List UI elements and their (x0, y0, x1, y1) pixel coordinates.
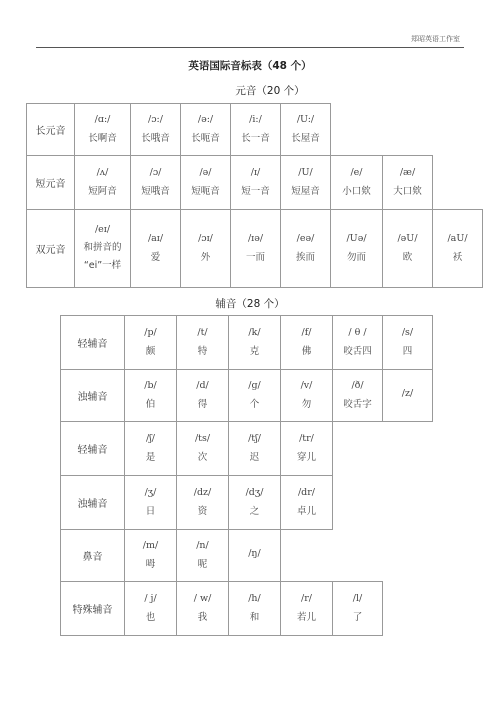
phoneme-cell (177, 582, 229, 636)
example-text: 呣 (145, 559, 156, 570)
empty-cell (383, 582, 433, 636)
phoneme-cell (75, 210, 131, 288)
phoneme-cell (181, 104, 231, 156)
category-cell: 短元音 (27, 156, 75, 210)
table-row (61, 530, 433, 582)
phonetic-symbol: /i:/ (249, 114, 262, 125)
table-row (27, 104, 483, 156)
phoneme-cell (125, 422, 177, 476)
phonetic-symbol: /e/ (350, 167, 363, 178)
example-text: 个 (249, 399, 260, 410)
phonetic-symbol: /dr/ (297, 487, 316, 498)
phonetic-symbol: /eɪ/ (94, 223, 111, 235)
phoneme-cell (177, 476, 229, 530)
phonetic-symbol: /f/ (301, 327, 312, 338)
phoneme-cell (131, 210, 181, 288)
table-row (61, 582, 433, 636)
phoneme-cell (333, 370, 383, 422)
example-text: 穿儿 (296, 452, 316, 463)
phoneme-cell (333, 582, 383, 636)
phonetic-symbol: /eə/ (296, 233, 315, 244)
phonetic-symbol: /ə/ (199, 167, 212, 178)
phoneme-cell (281, 210, 331, 288)
phoneme-cell (281, 370, 333, 422)
example-text: 若儿 (296, 612, 316, 623)
example-text: 得 (197, 399, 208, 410)
phoneme-cell (281, 422, 333, 476)
example-text: 长屋音 (291, 133, 320, 144)
phoneme-cell (229, 582, 281, 636)
example-text: 短哦音 (141, 186, 170, 197)
phoneme-cell (125, 476, 177, 530)
example-text: 大口欸 (393, 186, 422, 197)
table-row (27, 156, 483, 210)
phonetic-symbol: /z/ (401, 387, 414, 399)
phonetic-symbol: /b/ (144, 380, 157, 391)
phoneme-cell (125, 530, 177, 582)
example-text: 外 (200, 252, 211, 263)
category-cell: 浊辅音 (61, 476, 125, 530)
phoneme-cell (177, 370, 229, 422)
phonetic-symbol: /ʃ/ (146, 433, 155, 444)
phoneme-cell (229, 316, 281, 370)
phoneme-cell (281, 582, 333, 636)
phoneme-cell (131, 104, 181, 156)
example-text: 短呃音 (191, 186, 220, 197)
example-text: 日 (145, 506, 156, 517)
example-text: 是 (145, 452, 156, 463)
category-cell: 长元音 (27, 104, 75, 156)
phoneme-cell (333, 316, 383, 370)
example-text: 咬舌字 (343, 399, 372, 410)
example-text: 颇 (145, 346, 156, 357)
phoneme-cell (383, 210, 433, 288)
phoneme-cell (177, 530, 229, 582)
phonetic-symbol: /aɪ/ (147, 233, 164, 244)
phoneme-cell (177, 316, 229, 370)
table-row (61, 370, 433, 422)
phoneme-cell (231, 156, 281, 210)
phoneme-cell (181, 156, 231, 210)
phoneme-cell (281, 476, 333, 530)
example-text: 伯 (145, 399, 156, 410)
example-text: 挨而 (295, 252, 315, 263)
phonetic-symbol: /ŋ/ (248, 547, 261, 559)
example-text: 咬舌四 (343, 346, 372, 357)
example-text: 之 (249, 506, 260, 517)
example-text: 我 (197, 612, 208, 623)
example-text: 资 (197, 506, 208, 517)
phonetic-symbol: /ɪə/ (247, 233, 264, 244)
phoneme-cell (177, 422, 229, 476)
category-cell: 浊辅音 (61, 370, 125, 422)
category-cell: 轻辅音 (61, 422, 125, 476)
example-text: 和 (249, 612, 260, 623)
phonetic-symbol: /ə:/ (197, 114, 214, 125)
phonetic-symbol: /tr/ (299, 433, 314, 444)
phoneme-cell (125, 582, 177, 636)
page-title: 英语国际音标表（48 个） (188, 60, 312, 72)
empty-cell (281, 530, 333, 582)
phonetic-symbol: /s/ (401, 327, 414, 338)
phoneme-cell (75, 156, 131, 210)
empty-cell (333, 476, 383, 530)
example-text: 迟 (249, 452, 260, 463)
phonetic-symbol: /d/ (196, 380, 209, 391)
phonetic-symbol: /ɔɪ/ (198, 233, 213, 244)
phonetic-symbol: /ʌ/ (96, 167, 109, 178)
category-cell: 鼻音 (61, 530, 125, 582)
category-cell: 特殊辅音 (61, 582, 125, 636)
phonetic-symbol: /æ/ (399, 167, 416, 178)
phonetic-symbol: /əU/ (397, 233, 418, 244)
empty-cell (433, 104, 483, 156)
empty-cell (333, 422, 383, 476)
example-text: 短一音 (241, 186, 270, 197)
phonetic-symbol: /U:/ (296, 114, 315, 125)
vowel-table (26, 103, 483, 288)
phonetic-symbol: /U/ (298, 167, 313, 178)
phonetic-symbol: /m/ (142, 540, 159, 551)
example-text: 袄 (452, 252, 463, 263)
example-text (75, 239, 130, 275)
phonetic-symbol: /k/ (248, 327, 261, 338)
phoneme-cell (229, 422, 281, 476)
empty-cell (433, 156, 483, 210)
header-divider (36, 47, 464, 48)
phoneme-cell (125, 316, 177, 370)
empty-cell (333, 530, 383, 582)
phonetic-symbol: /v/ (300, 380, 313, 391)
example-text: 勿而 (346, 252, 366, 263)
example-text: 佛 (301, 346, 312, 357)
example-text: 欧 (402, 252, 413, 263)
phoneme-cell (281, 156, 331, 210)
phoneme-cell (229, 530, 281, 582)
phoneme-cell (383, 316, 433, 370)
phoneme-cell (383, 370, 433, 422)
phonetic-symbol: /ɔ:/ (148, 114, 163, 125)
phoneme-cell (75, 104, 131, 156)
phoneme-cell (281, 316, 333, 370)
table-row (61, 316, 433, 370)
phonetic-symbol: /dz/ (193, 487, 212, 498)
phoneme-cell (281, 104, 331, 156)
phonetic-symbol: /ts/ (194, 433, 211, 444)
phonetic-symbol: / w/ (193, 593, 212, 604)
phoneme-cell (331, 210, 383, 288)
example-text: 长一音 (241, 133, 270, 144)
example-text: 勿 (301, 399, 312, 410)
example-text: 一而 (245, 252, 265, 263)
example-line: “ei”一样 (83, 259, 122, 271)
phonetic-symbol: /ð/ (351, 380, 364, 391)
empty-cell (383, 104, 433, 156)
example-text: 次 (197, 452, 208, 463)
example-text: 长哦音 (141, 133, 170, 144)
phonetic-symbol: / j/ (144, 593, 157, 604)
example-line: 和拼音的 (83, 241, 122, 253)
phonetic-symbol: /p/ (144, 327, 157, 338)
phonetic-symbol: /tʃ/ (248, 433, 261, 444)
phoneme-cell (229, 370, 281, 422)
empty-cell (383, 476, 433, 530)
phoneme-cell (231, 210, 281, 288)
example-text: 卓儿 (296, 506, 316, 517)
example-text: 呢 (197, 559, 208, 570)
example-text: 爱 (150, 252, 161, 263)
example-text: 短屋音 (291, 186, 320, 197)
phonetic-symbol: /ʒ/ (144, 487, 157, 498)
phoneme-cell (131, 156, 181, 210)
phoneme-cell (231, 104, 281, 156)
phonetic-symbol: /ɪ/ (250, 167, 261, 178)
phonetic-symbol: /g/ (248, 380, 261, 391)
example-text: 短阿音 (88, 186, 117, 197)
table-row (61, 422, 433, 476)
phonetic-symbol: /l/ (352, 593, 363, 604)
consonants-heading: 辅音（28 个） (215, 298, 285, 310)
table-row (27, 210, 483, 288)
category-cell: 轻辅音 (61, 316, 125, 370)
phonetic-symbol: /t/ (197, 327, 208, 338)
example-text: 也 (145, 612, 156, 623)
phonetic-symbol: /Uə/ (346, 233, 367, 244)
phoneme-cell (125, 370, 177, 422)
phonetic-symbol: /n/ (196, 540, 209, 551)
header-brand: 郑昭英语工作室 (411, 35, 460, 43)
consonant-table (60, 315, 433, 636)
empty-cell (331, 104, 383, 156)
example-text: 克 (249, 346, 260, 357)
example-text: 长啊音 (88, 133, 117, 144)
phonetic-symbol: /ɔ/ (149, 167, 162, 178)
vowels-heading: 元音（20 个） (235, 85, 305, 97)
phoneme-cell (331, 156, 383, 210)
phonetic-symbol: /ɑ:/ (94, 114, 111, 125)
example-text: 特 (197, 346, 208, 357)
phoneme-cell (433, 210, 483, 288)
example-text: 长呃音 (191, 133, 220, 144)
phoneme-cell (383, 156, 433, 210)
example-text: 了 (352, 612, 363, 623)
phoneme-cell (181, 210, 231, 288)
phonetic-symbol: /dʒ/ (245, 487, 264, 498)
phonetic-symbol: /aU/ (447, 233, 468, 244)
empty-cell (383, 530, 433, 582)
table-row (61, 476, 433, 530)
empty-cell (383, 422, 433, 476)
example-text: 小口欸 (342, 186, 371, 197)
phonetic-symbol: / θ / (348, 327, 367, 338)
phonetic-symbol: /h/ (248, 593, 261, 604)
phonetic-symbol: /r/ (301, 593, 312, 604)
example-text: 四 (402, 346, 413, 357)
phoneme-cell (229, 476, 281, 530)
category-cell: 双元音 (27, 210, 75, 288)
